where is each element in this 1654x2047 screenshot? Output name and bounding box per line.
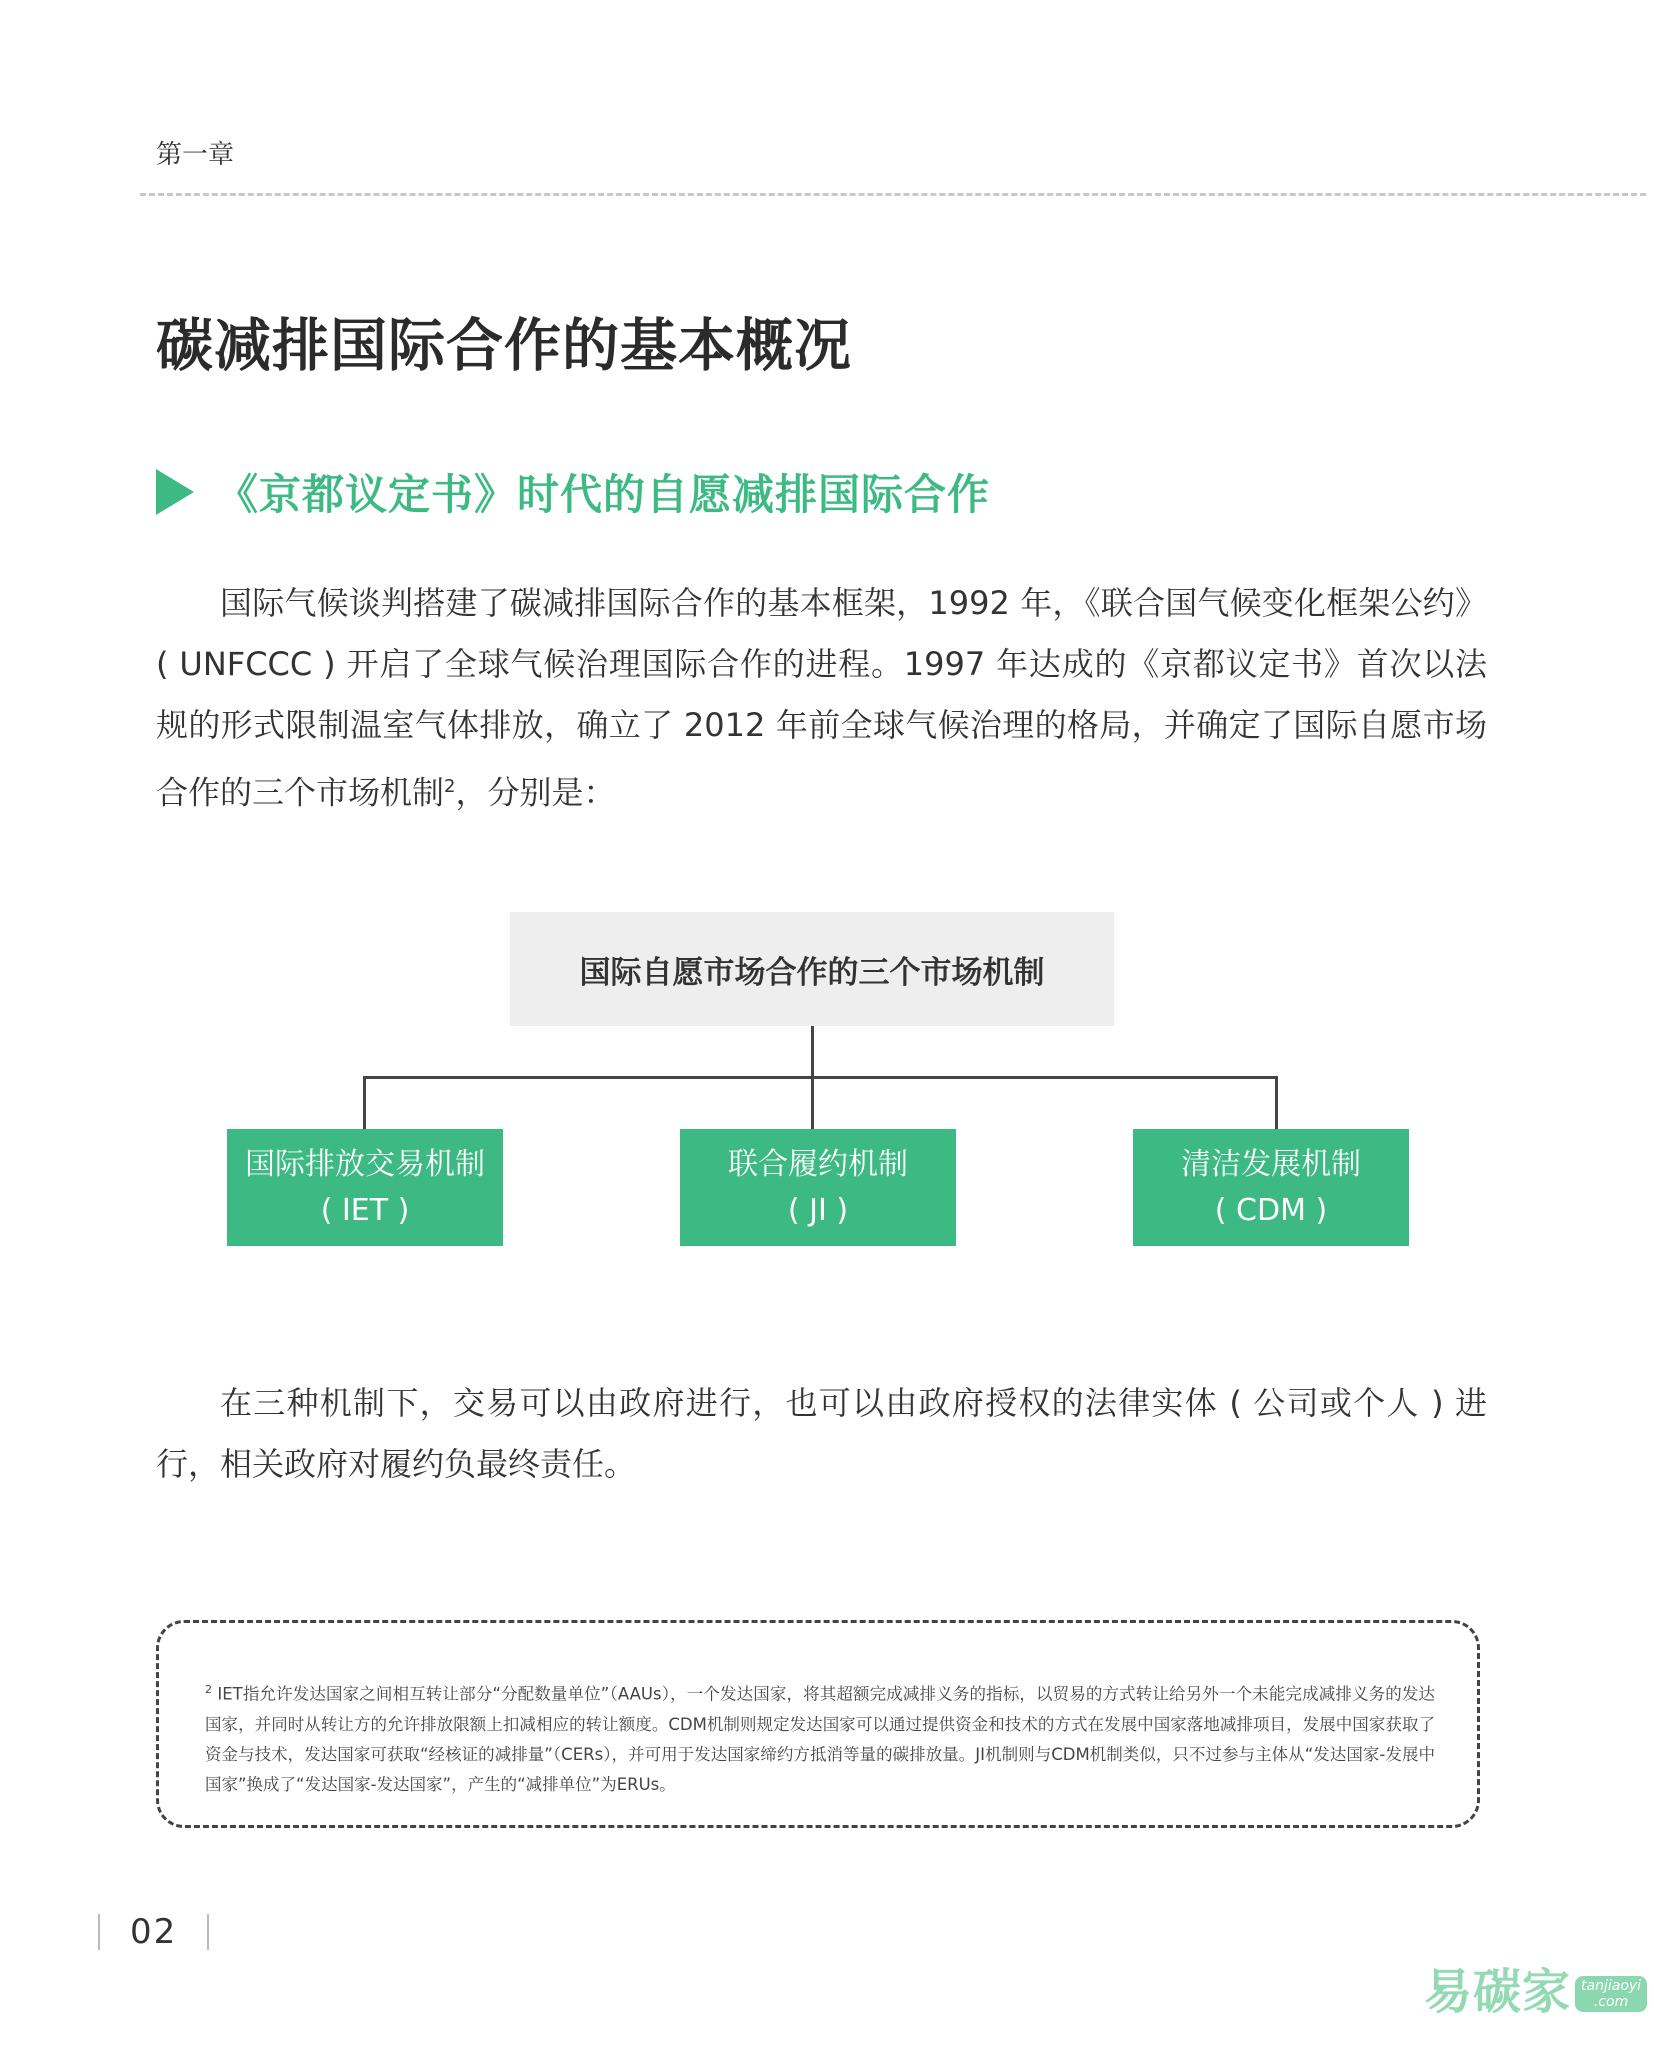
diagram-root-box: 国际自愿市场合作的三个市场机制: [510, 912, 1114, 1026]
watermark-domain-line2: .com: [1593, 1994, 1629, 2010]
watermark-domain: [1575, 1976, 1647, 2012]
section-title: 《京都议定书》时代的自愿减排国际合作: [216, 470, 991, 519]
page-title: 碳减排国际合作的基本概况: [156, 313, 852, 379]
mechanism-name: 国际排放交易机制: [245, 1146, 485, 1182]
mechanism-name: 联合履约机制: [728, 1146, 908, 1182]
mechanism-box-iet: [227, 1129, 503, 1246]
page-number: 02: [130, 1912, 178, 1952]
page-footer: [98, 1912, 209, 1952]
closing-paragraph: 在三种机制下，交易可以由政府进行，也可以由政府授权的法律实体 ( 公司或个人 ) 进行，相关政府对履约负最终责任。: [156, 1384, 1487, 1483]
triangle-bullet-icon: [156, 469, 194, 515]
intro-paragraph: [156, 573, 1487, 824]
footnote-box: [156, 1620, 1480, 1828]
mechanism-box-ji: [680, 1129, 956, 1246]
connector-left: [363, 1076, 366, 1129]
mechanism-abbr: ( JI ): [787, 1192, 849, 1228]
footnote-ref[interactable]: 2: [444, 776, 456, 797]
header-divider: [140, 193, 1646, 196]
connector-middle: [811, 1076, 814, 1129]
watermark-domain-line1: tanjiaoyi: [1581, 1978, 1642, 1994]
connector-horizontal: [363, 1076, 1278, 1079]
watermark-logo: [1424, 1962, 1647, 2022]
intro-paragraph-tail: ，分别是：: [455, 773, 616, 812]
section-heading: [156, 462, 990, 522]
connector-root-stem: [811, 1026, 814, 1078]
footer-right-bar: [207, 1914, 209, 1950]
footer-left-bar: [98, 1914, 100, 1950]
mechanism-name: 清洁发展机制: [1181, 1146, 1361, 1182]
footnote-text: IET指允许发达国家之间相互转让部分“分配数量单位”（AAUs），一个发达国家，将其超额完成减排义务的指标，以贸易的方式转让给另外一个未能完成减排义务的发达国家，并同时从转让方的允许排放限额上扣减相应的转让额度。CDM机制则规定发达国家可以通过提供资金和技术的方式在发展中国家落地减排项目，发展中国家获取了资金与技术，发达国家可获取“经核证的减排量”（CERs），并可用于发达国家缔约方抵消等量的碳排放量。JI机制则与CDM机制类似，只不过参与主体从“发达国家-发展中国家”换成了“发达国家-发达国家”，产生的“减排单位”为ERUs。: [205, 1684, 1435, 1794]
footnote-number: 2: [205, 1683, 212, 1696]
mechanism-box-cdm: [1133, 1129, 1409, 1246]
mechanism-abbr: ( IET ): [320, 1192, 410, 1228]
mechanism-abbr: ( CDM ): [1214, 1192, 1328, 1228]
connector-right: [1275, 1076, 1278, 1129]
watermark-text: 易碳家: [1424, 1964, 1572, 2020]
intro-paragraph-text: 国际气候谈判搭建了碳减排国际合作的基本框架，1992 年，《联合国气候变化框架公约》( UNFCCC ) 开启了全球气候治理国际合作的进程。1997 年达成的《京都议定书》首次以法规的形式限制温室气体排放，确立了 2012 年前全球气候治理的格局，并确定了国际自愿市场合作的三个市场机制: [156, 584, 1487, 812]
chapter-label: 第一章: [156, 140, 235, 170]
